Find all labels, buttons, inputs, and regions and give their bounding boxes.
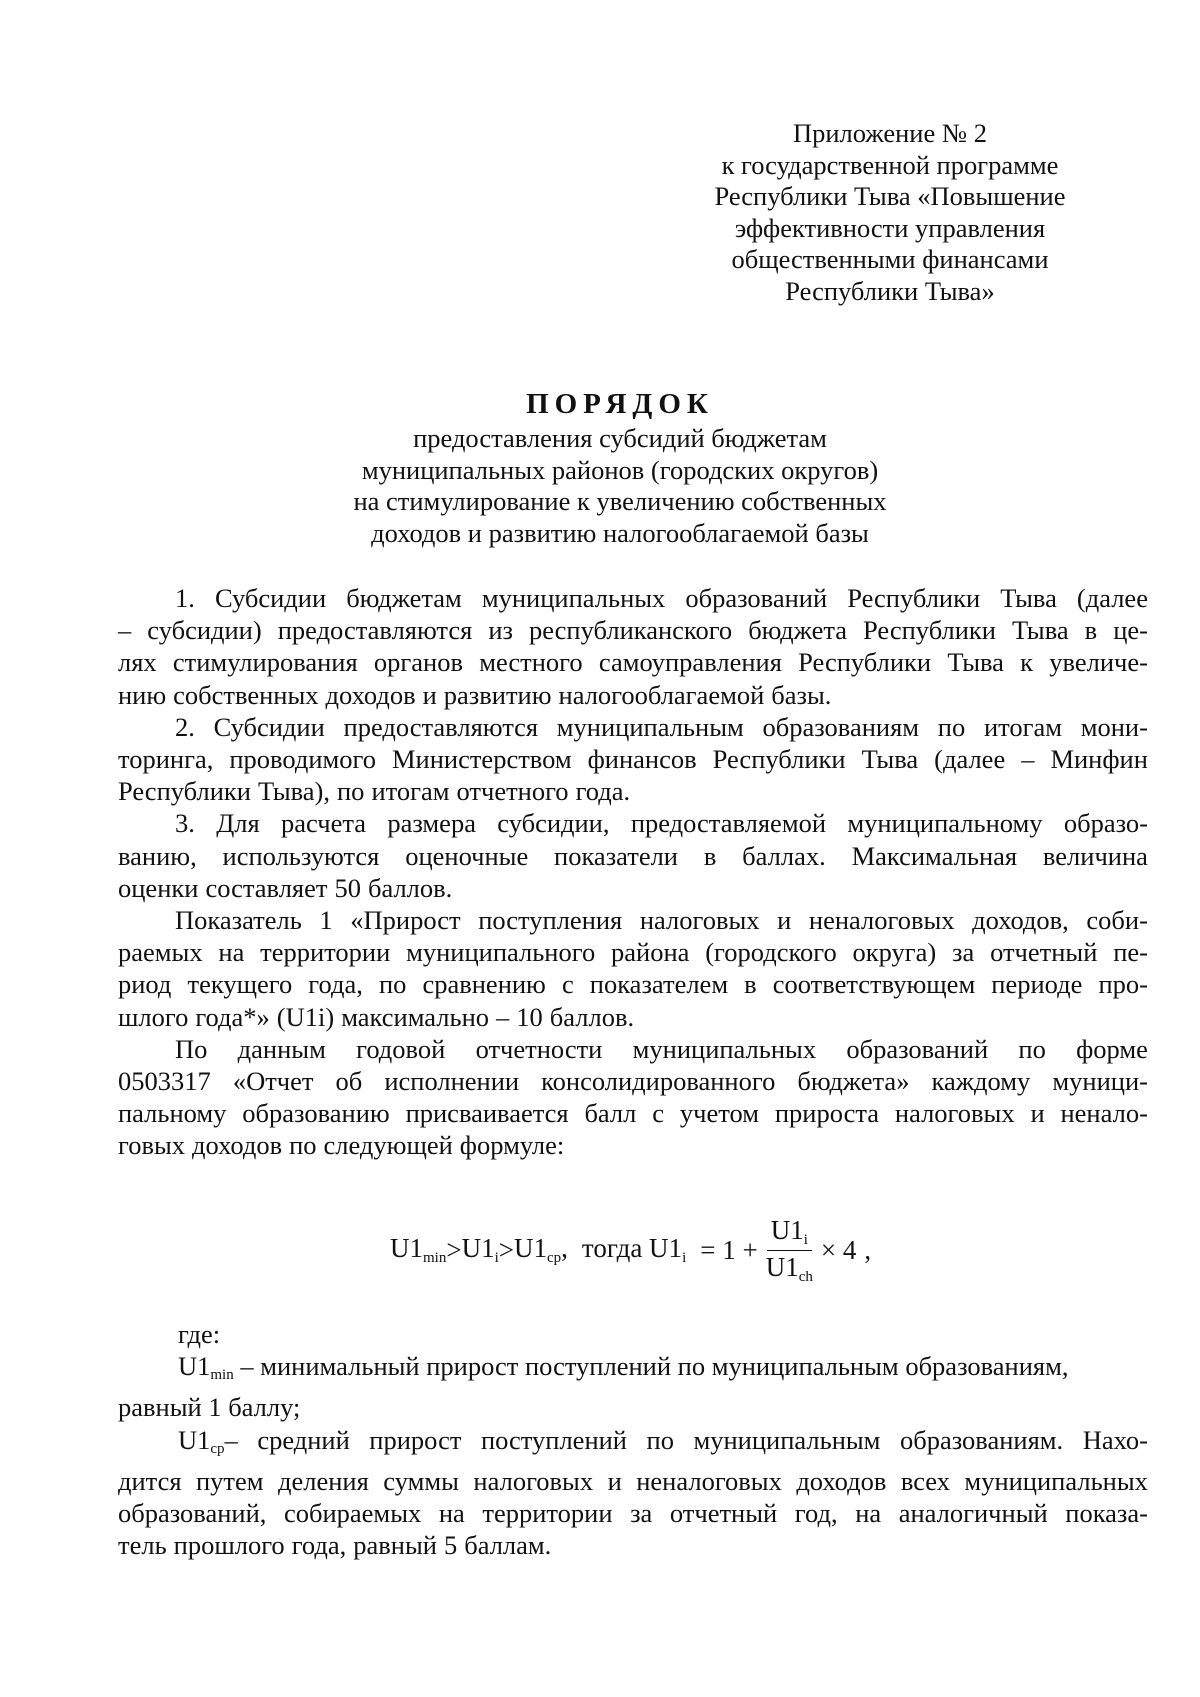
word: муниципального [406, 937, 596, 968]
word: год, [794, 1498, 838, 1529]
word: итогам [983, 711, 1063, 742]
paragraph-line [118, 936, 1148, 968]
formula-fraction [762, 1215, 817, 1286]
word: пальному [118, 1098, 227, 1129]
word: данным [237, 1033, 326, 1064]
word: доходов [325, 679, 416, 710]
word: органов [373, 647, 463, 678]
word: муници- [1052, 1066, 1148, 1097]
word: 10 [516, 1001, 543, 1032]
definition-cp-line [118, 1497, 1148, 1529]
title-subline: доходов и развитию налогооблагаемой базы [371, 517, 869, 548]
word: образований, [118, 1498, 267, 1529]
word: поступлений [480, 1424, 627, 1455]
word: неналоговых [636, 1465, 782, 1496]
word: прироста [774, 1098, 880, 1129]
word: баллов. [367, 872, 453, 903]
document-title [300, 385, 940, 549]
word: «Прирост [350, 905, 461, 936]
word: прирост [369, 1424, 462, 1455]
word: Для [216, 808, 260, 839]
word: за [952, 937, 975, 968]
word: предоставляются [343, 711, 539, 742]
word: 1 [319, 905, 333, 936]
word: соответствующем [772, 969, 976, 1000]
word: учетом [679, 1098, 759, 1129]
title-subline: на стимулирование к увеличению собственных [353, 486, 887, 516]
word: путем [196, 1465, 264, 1496]
word: налоговых [894, 1098, 1015, 1129]
paragraph-line [118, 1129, 1148, 1161]
word: прошлого [173, 1530, 285, 1561]
word: округа) [852, 937, 937, 968]
word: отчетности [475, 1033, 603, 1064]
word: республиканского [529, 615, 733, 646]
word: Тыва), [257, 776, 330, 807]
word: года, [308, 969, 363, 1000]
title-subline: предоставления субсидий бюджетам [413, 423, 827, 453]
word: образований [846, 1033, 989, 1064]
word: нию [118, 679, 167, 710]
word: форме [1076, 1033, 1148, 1064]
word: собственных [173, 679, 319, 710]
word: по [646, 1424, 674, 1455]
paragraph-line [118, 646, 1148, 678]
word: Тыва [1000, 583, 1057, 613]
paragraph-line [118, 840, 1148, 872]
word: риод [118, 969, 172, 1000]
word: года. [575, 776, 631, 807]
word: с [652, 1098, 665, 1129]
word: мони- [1080, 711, 1148, 742]
annex-line: к государственной программе [721, 149, 1059, 180]
word: в [703, 840, 717, 871]
word: присваивается [405, 1098, 569, 1129]
word: говых [118, 1130, 186, 1161]
definition-cp: $U1_{ср}$ – средний прирост поступлений по муниципальным образованиям. Нахо- [118, 1424, 1148, 1465]
word: увеличе- [1049, 647, 1148, 678]
word: 1. [175, 583, 195, 613]
paragraph-line [118, 679, 1148, 711]
word: по [378, 969, 407, 1000]
paragraph-line [118, 1097, 1148, 1129]
word: об [335, 1066, 363, 1097]
word: отчетный [990, 937, 1098, 968]
word: по [289, 1130, 317, 1161]
paragraph-line [118, 1033, 1148, 1065]
word: (городского [705, 937, 837, 968]
word: Республики [798, 647, 932, 678]
word: соби- [1086, 905, 1148, 936]
word: и [777, 905, 792, 936]
word: (U1i) [276, 1001, 335, 1032]
word: стимулирования [172, 647, 358, 678]
formula-term: $U1_i$ [461, 1233, 499, 1266]
word: – [1021, 744, 1035, 775]
word: оценочные [405, 840, 529, 871]
word: средний [257, 1424, 350, 1455]
formula [390, 1205, 871, 1295]
word: балл [584, 1098, 637, 1129]
word: самоуправления [598, 647, 782, 678]
word: Республики [712, 744, 846, 775]
word: образованию [242, 1098, 390, 1129]
word: Тыва [1012, 615, 1069, 646]
word: предоставляемой [630, 808, 827, 839]
word: на [855, 1498, 882, 1529]
word: исполнении [384, 1066, 520, 1097]
paragraph-line [118, 968, 1148, 1000]
word: 3. [175, 808, 195, 839]
definition-cp-line [118, 1465, 1148, 1497]
word: Максимальная [851, 840, 1018, 871]
word: за [630, 1498, 653, 1529]
word: территории [260, 937, 391, 968]
word: итогам [371, 776, 450, 807]
word: года*» [195, 1001, 270, 1032]
definition-min: $U1_{min}$ – минимальный прирост поступлений по муниципальным образованиям, [178, 1351, 1069, 1384]
word: периоде [991, 969, 1083, 1000]
paragraph-line [118, 775, 1148, 807]
paragraph-line [118, 872, 1148, 904]
word: Тыва [861, 744, 919, 775]
word: базы. [771, 679, 832, 710]
word: баллов. [549, 1001, 635, 1032]
word: составляет [205, 872, 328, 903]
word: налоговых [639, 905, 760, 936]
definitions [118, 1318, 1148, 1561]
word: Республики [847, 583, 981, 613]
definition-min-cont: равный 1 баллу; [118, 1392, 301, 1423]
word: показатели [554, 840, 678, 871]
word: и [607, 1465, 622, 1496]
word: образованиям [762, 711, 920, 742]
word: расчета [281, 808, 366, 839]
word: доходов [796, 1465, 887, 1496]
word: консолидированного [541, 1066, 776, 1097]
word: годовой [356, 1033, 446, 1064]
formula-gt: > [498, 1234, 514, 1265]
word: местного [479, 647, 583, 678]
word: Тыва [947, 647, 1004, 678]
word: в [744, 969, 757, 1000]
paragraph-line [118, 743, 1148, 775]
paragraph-line [118, 807, 1148, 839]
word: доходов, [972, 905, 1069, 936]
word: по [937, 711, 966, 742]
word: муниципальным [693, 1424, 881, 1455]
word: финансов [587, 744, 697, 775]
word: муниципальных [481, 583, 666, 613]
word: це- [1113, 615, 1148, 646]
word: налогооблагаемой [558, 679, 765, 710]
word: всех [900, 1465, 950, 1496]
formula-gt: > [446, 1234, 462, 1265]
word: налоговых [473, 1465, 594, 1496]
word: 50 [334, 872, 361, 903]
formula-comma: , [864, 1234, 872, 1265]
word: 5 [443, 1530, 458, 1561]
word: ванию, [118, 840, 197, 871]
definition-cp-line [118, 1529, 1148, 1561]
word: следующей [323, 1130, 453, 1161]
word: суммы [383, 1465, 459, 1496]
word: доходов [192, 1130, 283, 1161]
fraction-denominator: $U1_{ch}$ [765, 1251, 813, 1285]
annex-line: Приложение № 2 [792, 118, 987, 148]
word: сравнению [422, 969, 546, 1000]
word: «Отчет [232, 1066, 314, 1097]
title-subline: муниципальных районов (городских округов) [361, 454, 879, 485]
word: к [1020, 647, 1034, 678]
word: оценки [118, 872, 199, 903]
word: проводимого [229, 744, 376, 775]
word: муниципальных [632, 1033, 817, 1064]
word: субсидии, [497, 808, 610, 839]
word: – [496, 1001, 510, 1032]
word: с [561, 969, 574, 1000]
formula-eq: = 1 + [700, 1234, 758, 1265]
word: бюджета [748, 615, 848, 646]
word: муниципальному [847, 808, 1043, 839]
word: – [224, 1424, 238, 1455]
word: каждому [931, 1066, 1031, 1097]
annex-line: общественными финансами [731, 244, 1049, 274]
word: величина [1042, 840, 1148, 871]
word: предоставляются [277, 615, 473, 646]
word: равный [353, 1530, 437, 1561]
word: показа- [1065, 1498, 1148, 1529]
annex-line: эффективности управления [734, 212, 1046, 243]
word: Субсидии [213, 711, 325, 742]
word: ненало- [1060, 1098, 1148, 1129]
annex-line: Республики Тыва «Повышение [714, 181, 1066, 211]
formula-times: × 4 [820, 1234, 857, 1265]
annex-heading [690, 118, 1090, 307]
word: шлого [118, 1001, 189, 1032]
paragraph-line [118, 614, 1148, 646]
word: бюджета» [797, 1066, 910, 1097]
word: Минфин [1050, 744, 1148, 775]
word: 2. [175, 711, 195, 742]
word: пе- [1113, 937, 1148, 968]
word: территории [482, 1498, 613, 1529]
word: образо- [1063, 808, 1148, 839]
word: в [1084, 615, 1098, 646]
word: образованиям. [899, 1424, 1064, 1455]
word: торинга, [118, 744, 214, 775]
word: текущего [187, 969, 293, 1000]
word: лях [118, 647, 157, 678]
word: аналогичный [898, 1498, 1048, 1529]
word: из [488, 615, 513, 646]
formula-term: $U1_{min}$ [390, 1233, 447, 1266]
word: отчетного [456, 776, 569, 807]
word: формуле: [459, 1130, 565, 1161]
word: Республики [863, 615, 996, 646]
word: неналоговых [808, 905, 955, 936]
word: используются [222, 840, 380, 871]
word: баллам. [464, 1530, 552, 1561]
word: собираемых [283, 1498, 422, 1529]
paragraph-line [118, 904, 1148, 936]
word: года, [291, 1530, 347, 1561]
word: района [611, 937, 690, 968]
word: на [438, 1498, 465, 1529]
word: муниципальных [964, 1465, 1148, 1496]
word: на [218, 937, 245, 968]
word: и [422, 679, 437, 710]
formula-term: $U1_{ср}$, [513, 1233, 568, 1266]
word: максимально [341, 1001, 490, 1032]
annex-line: Республики Тыва» [785, 275, 995, 306]
definitions-where: где: [178, 1319, 221, 1349]
word: баллах. [742, 840, 826, 871]
paragraph-line [118, 582, 1148, 614]
word: Республики [118, 776, 251, 807]
word: субсидии) [147, 615, 262, 646]
word: образований [685, 583, 828, 613]
word: развитию [443, 679, 552, 710]
fraction-numerator: $U1_i$ [767, 1215, 812, 1251]
body-paragraphs [118, 582, 1148, 1162]
word: Показатель [175, 905, 302, 936]
formula-then: тогда $U1_i$ [581, 1233, 687, 1266]
word: (далее [934, 744, 1006, 775]
word: отчетный [669, 1498, 778, 1529]
title-main: ПОРЯДОК [526, 388, 714, 420]
word: – [118, 615, 132, 646]
word: поступления [478, 905, 623, 936]
word: размера [387, 808, 476, 839]
word: Субсидии [214, 583, 327, 613]
word: Министерством [391, 744, 572, 775]
word: тель [118, 1530, 167, 1561]
word: бюджетам [346, 583, 462, 613]
paragraph-line [118, 711, 1148, 743]
word: По [175, 1033, 208, 1064]
word: дится [118, 1465, 182, 1496]
word: по [1018, 1033, 1046, 1064]
word: и [1030, 1098, 1045, 1129]
word: Нахо- [1082, 1424, 1148, 1455]
word: показателем [589, 969, 729, 1000]
paragraph-line [118, 1001, 1148, 1033]
word: про- [1098, 969, 1148, 1000]
paragraph-line [118, 1065, 1148, 1097]
word: по [337, 776, 365, 807]
word: деления [278, 1465, 369, 1496]
word: раемых [118, 937, 203, 968]
word: 0503317 [118, 1066, 211, 1097]
word: (далее [1076, 583, 1148, 613]
word: муниципальным [556, 711, 744, 742]
